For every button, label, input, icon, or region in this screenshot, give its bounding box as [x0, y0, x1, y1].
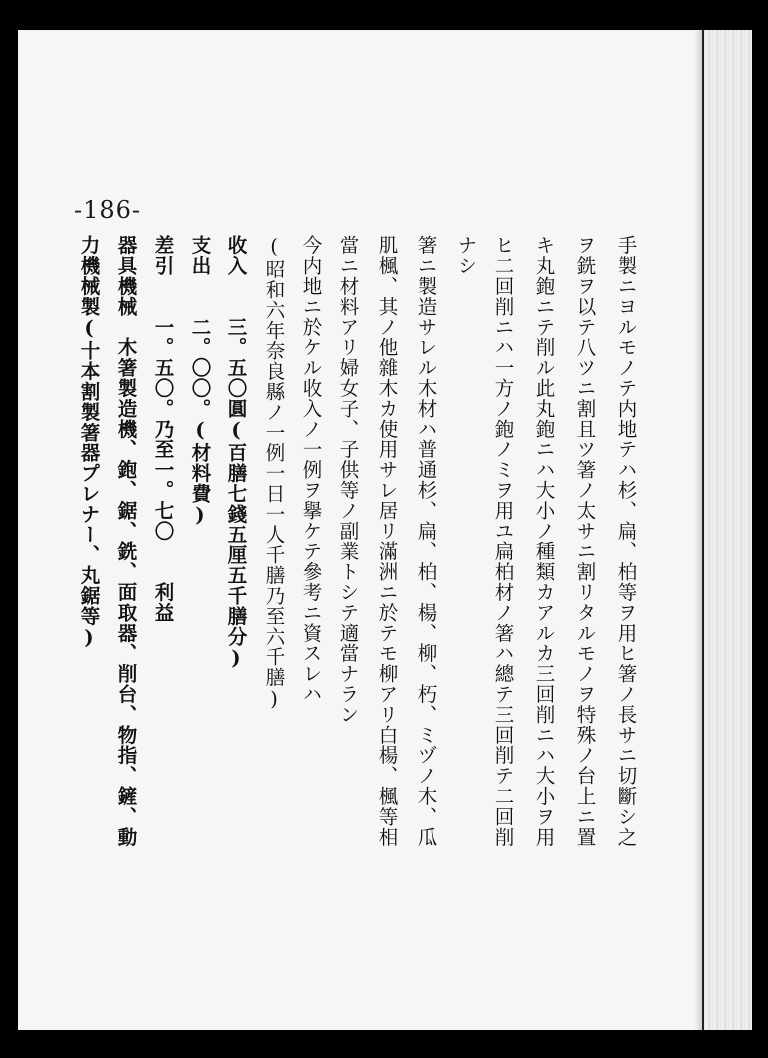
- text-line-7: 肌楓、其ノ他雜木カ使用サレ居リ滿洲ニ於テモ柳アリ白楊、楓等相: [375, 235, 399, 847]
- text-line-8: 當ニ材料アリ婦女子、子供等ノ副業トシテ適當ナラン: [336, 235, 360, 725]
- text-line-11: 收入 三。五〇圓(百膳七錢五厘五千膳分): [224, 235, 248, 671]
- text-line-1: 手製ニヨルモノテ内地テハ杉、扁、柏等ヲ用ヒ箸ノ長サニ切斷シ之: [614, 235, 638, 847]
- text-line-6: 箸ニ製造サレル木材ハ普通杉、扁、柏、楊、柳、朽、ミヅノ木、瓜: [414, 235, 438, 847]
- book-binding-edge: [702, 30, 752, 1030]
- text-line-2: ヲ銑ヲ以テ八ツニ割且ツ箸ノ太サニ割リタルモノヲ特殊ノ台上ニ置: [573, 235, 597, 847]
- text-line-10: (昭和六年奈良縣ノ一例一日一人千膳乃至六千膳): [262, 235, 286, 712]
- text-line-4: ヒ二回削ニハ一方ノ鉋ノミヲ用ユ扁柏材ノ箸ハ總テ三回削テ二回削: [491, 235, 515, 847]
- page-number: -186-: [74, 196, 142, 224]
- text-line-3: キ丸鉋ニテ削ル此丸鉋ニハ大小ノ種類カアルカ三回削ニハ大小ヲ用: [532, 235, 556, 847]
- text-line-15: 力機械製(十本割製箸器プレナー、丸鋸等): [77, 235, 101, 650]
- text-line-5: ナシ: [454, 235, 478, 276]
- text-line-13: 差引 一。五〇。乃至一。七〇 利益: [151, 235, 175, 623]
- text-line-9: 今内地ニ於ケル收入ノ一例ヲ擧ケテ參考ニ資スレハ: [299, 235, 323, 705]
- scanned-page: [18, 30, 750, 1030]
- text-line-14: 器具機械 木箸製造機、鉋、鋸、銑、面取器、削台、物指、鏟、動: [114, 235, 138, 847]
- book-page: [18, 30, 700, 1030]
- text-line-12: 支出 二。〇〇。(材料費): [188, 235, 212, 528]
